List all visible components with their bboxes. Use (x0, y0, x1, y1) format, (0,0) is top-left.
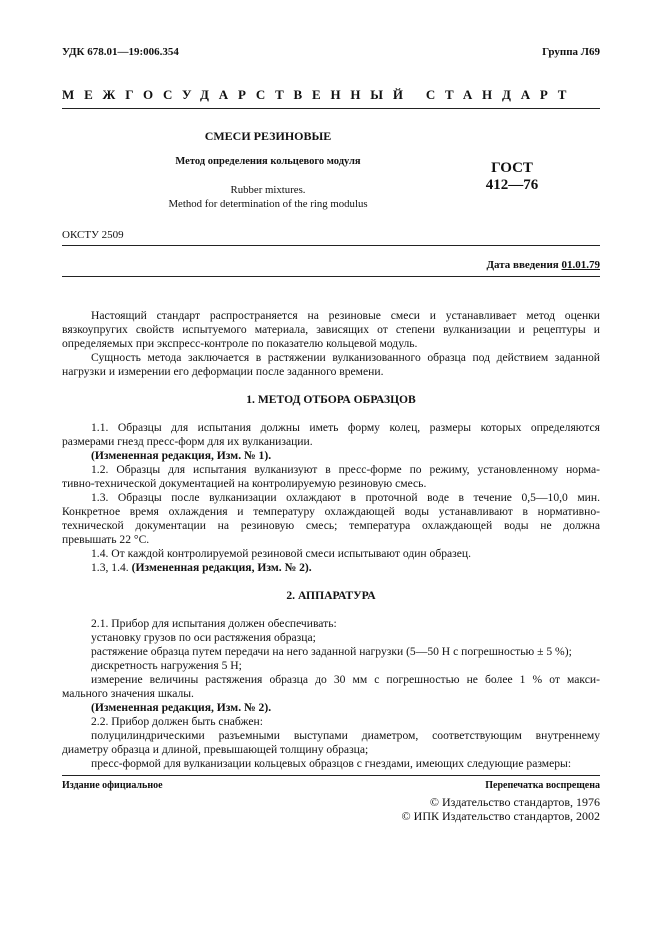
intro-line: определяемых при экспресс-контроле по показателю кольцевой модуль. (62, 337, 418, 350)
list-item: установку грузов по оси растяжения образца; (91, 631, 316, 644)
intro-line: нагрузки и измерении его деформации после заданного времени. (62, 365, 384, 378)
standard-subtitle: Метод определения кольцевого модуля (175, 156, 361, 167)
date-rule (62, 276, 600, 277)
list-item: пресс-формой для вулканизации кольцевых образцов с гнездами, имеющих следующие размеры: (91, 757, 572, 770)
revision-note-prefix: 1.3, 1.4. (91, 561, 132, 574)
paragraph-line: тивно-технической документацией на контролируемую резиновую смесь. (62, 477, 427, 490)
revision-note (91, 561, 600, 575)
english-title-line2: Method for determination of the ring modulus (168, 198, 368, 210)
paragraph-line: размерами гнезд пресс-форм для их вулканизации. (62, 435, 313, 448)
paragraph-line: 1.4. От каждой контролируемой резиновой смеси испытывают один образец. (91, 547, 472, 560)
list-item: полуцилиндрическими разъемными выступами диаметром, соответствующим внутреннему (91, 729, 600, 742)
gost-number: 412—76 (485, 177, 539, 193)
revision-note: (Измененная редакция, Изм. № 2). (91, 701, 272, 714)
introduction-date-label: Дата введения (486, 259, 562, 271)
paragraph-line: 1.3. Образцы после вулканизации охлаждают в проточной воде в течение 0,5—10,0 мин. (91, 491, 600, 504)
paragraph-line: 1.1. Образцы для испытания должны иметь форму колец, размеры которых определяются (91, 421, 600, 434)
list-item: измерение величины растяжения образца до 30 мм с погрешностью не более 1 % от макси- (91, 673, 600, 686)
okstu-code: ОКСТУ 2509 (62, 229, 124, 241)
introduction-date-value: 01.01.79 (561, 259, 600, 271)
paragraph-line: 1.2. Образцы для испытания вулканизуют в пресс-форме по режиму, установленному норма- (91, 463, 600, 476)
revision-note: (Измененная редакция, Изм. № 1). (91, 449, 272, 462)
intro-line: Сущность метода заключается в растяжении вулканизованного образца под действием заданной (91, 351, 600, 364)
intro-line: вязкоупругих свойств испытуемого материала, зависящих от степени вулканизации и рецептуры и (62, 323, 600, 336)
list-item: дискретность нагружения 5 Н; (91, 659, 242, 672)
copyright-line: © ИПК Издательство стандартов, 2002 (401, 809, 600, 823)
paragraph-line: превышать 22 °С. (62, 533, 150, 546)
footer-rule (62, 775, 600, 776)
intro-line: Настоящий стандарт распространяется на резиновые смеси и устанавливает метод оценки (91, 309, 600, 322)
revision-note-text: (Измененная редакция, Изм. № 2). (131, 561, 312, 574)
list-item: диаметру образца и длиной, превышающей толщину образца; (62, 743, 369, 756)
standard-title: СМЕСИ РЕЗИНОВЫЕ (204, 129, 332, 143)
list-item: растяжение образца путем передачи на него заданной нагрузки (5—50 Н с погрешностью ± 5 %); (91, 645, 572, 658)
introduction-date (486, 259, 600, 271)
title-rule (62, 245, 600, 246)
header-rule (62, 108, 600, 109)
section-heading: 2. АППАРАТУРА (286, 589, 376, 602)
official-edition: Издание официальное (62, 780, 163, 791)
copyright-line: © Издательство стандартов, 1976 (429, 795, 600, 809)
paragraph-line: 2.2. Прибор должен быть снабжен: (91, 715, 263, 728)
reprint-notice: Перепечатка воспрещена (485, 780, 600, 791)
list-item: мального значения шкалы. (62, 687, 194, 700)
section-heading: 1. МЕТОД ОТБОРА ОБРАЗЦОВ (246, 393, 416, 406)
paragraph-line: технической документации на резиновую смесь; температура охлаждающей воды не должна (62, 519, 600, 532)
standard-type-banner: МЕЖГОСУДАРСТВЕННЫЙ СТАНДАРТ (62, 87, 577, 102)
paragraph-line: 2.1. Прибор для испытания должен обеспечивать: (91, 617, 337, 630)
paragraph-line: Конкретное время охлаждения и температуру охлаждающей воды устанавливают в нормативно- (62, 505, 600, 518)
udk-code: УДК 678.01—19:006.354 (62, 46, 179, 58)
gost-label: ГОСТ (491, 160, 533, 176)
group-code: Группа Л69 (542, 46, 600, 58)
english-title-line1: Rubber mixtures. (230, 184, 306, 196)
